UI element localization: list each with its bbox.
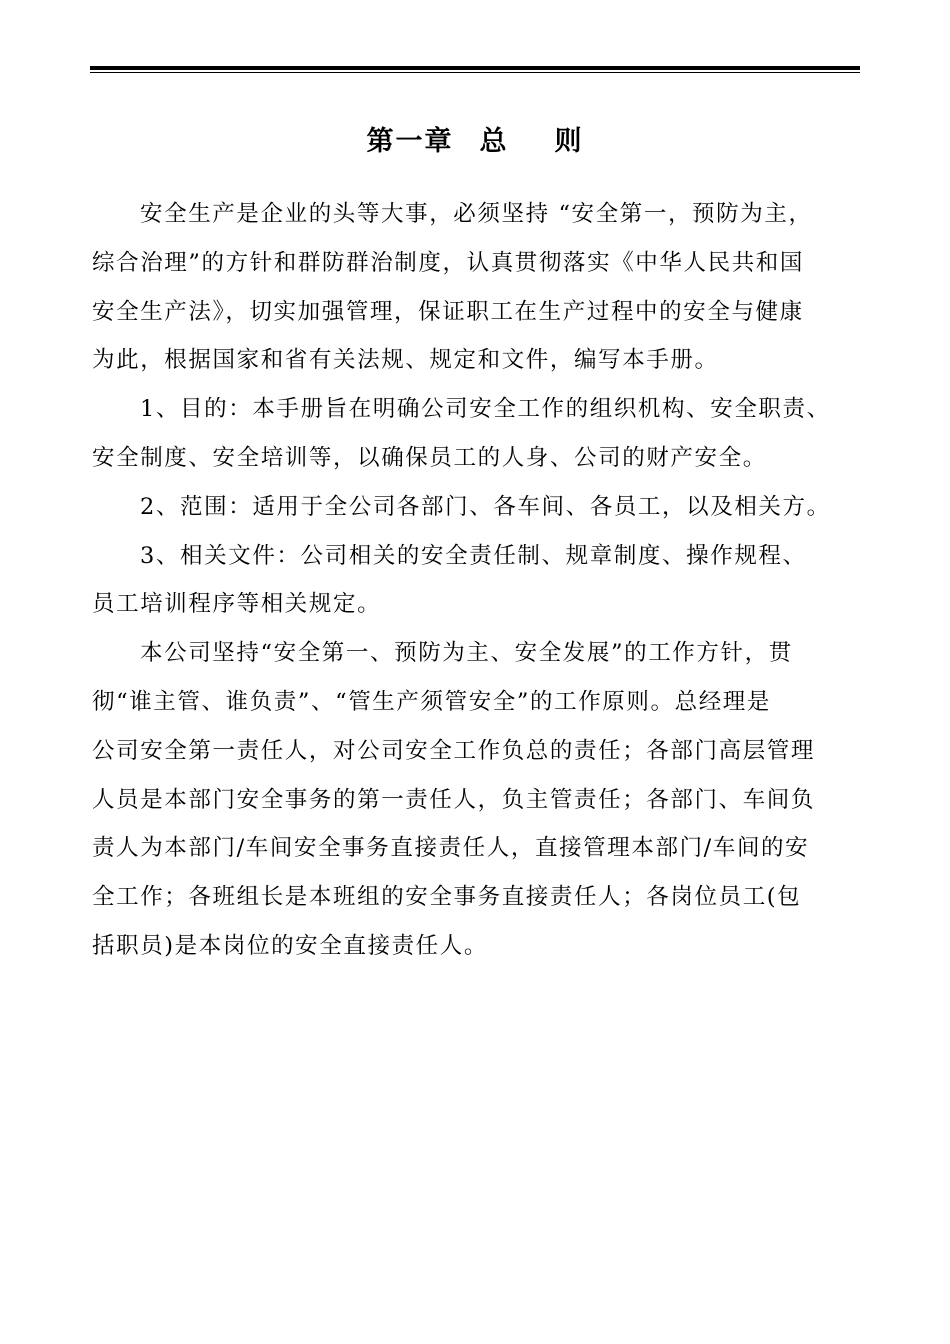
header-double-rule	[90, 66, 860, 73]
text-line: 彻“谁主管、谁负责”、“管生产须管安全”的工作原则。总经理是	[92, 688, 772, 715]
chapter-title-word-1: 总	[479, 126, 509, 157]
chapter-title	[0, 122, 950, 162]
text-line: 公司安全第一责任人，对公司安全工作负总的责任；各部门高层管理	[92, 737, 816, 764]
text-line: 1、目的：本手册旨在明确公司安全工作的组织机构、安全职责、	[140, 396, 831, 423]
text-line: 员工培训程序等相关规定。	[92, 591, 382, 618]
text-line: 为此，根据国家和省有关法规、规定和文件，编写本手册。	[92, 347, 719, 374]
paragraph-purpose	[92, 385, 862, 483]
paragraph-intro	[92, 190, 862, 385]
text-line: 安全制度、安全培训等，以确保员工的人身、公司的财产安全。	[92, 444, 767, 471]
text-line: 本公司坚持“安全第一、预防为主、安全发展”的工作方针，贯	[140, 640, 793, 667]
text-line: 3、相关文件：公司相关的安全责任制、规章制度、操作规程、	[140, 542, 807, 569]
text-line: 人员是本部门安全事务的第一责任人，负主管责任；各部门、车间负	[92, 786, 816, 813]
paragraph-scope	[92, 483, 862, 532]
paragraph-related-docs	[92, 532, 862, 630]
paragraph-responsibility	[92, 629, 862, 971]
text-line: 2、范围：适用于全公司各部门、各车间、各员工，以及相关方。	[140, 493, 831, 520]
text-line: 安全生产法》，切实加强管理，保证职工在生产过程中的安全与健康	[92, 298, 804, 325]
chapter-title-number: 第一章	[366, 126, 454, 157]
header-rule-thin	[90, 72, 860, 73]
text-line: 括职员)是本岗位的安全直接责任人。	[92, 932, 488, 959]
text-line: 责人为本部门/车间安全事务直接责任人，直接管理本部门/车间的安	[92, 835, 810, 862]
text-line: 全工作；各班组长是本班组的安全事务直接责任人；各岗位员工(包	[92, 884, 802, 911]
document-body	[92, 190, 862, 971]
chapter-title-word-2: 则	[554, 126, 584, 157]
text-line: 安全生产是企业的头等大事，必须坚持 “安全第一，预防为主，	[140, 201, 813, 227]
text-line: 综合治理”的方针和群防群治制度，认真贯彻落实《中华人民共和国	[92, 249, 805, 276]
